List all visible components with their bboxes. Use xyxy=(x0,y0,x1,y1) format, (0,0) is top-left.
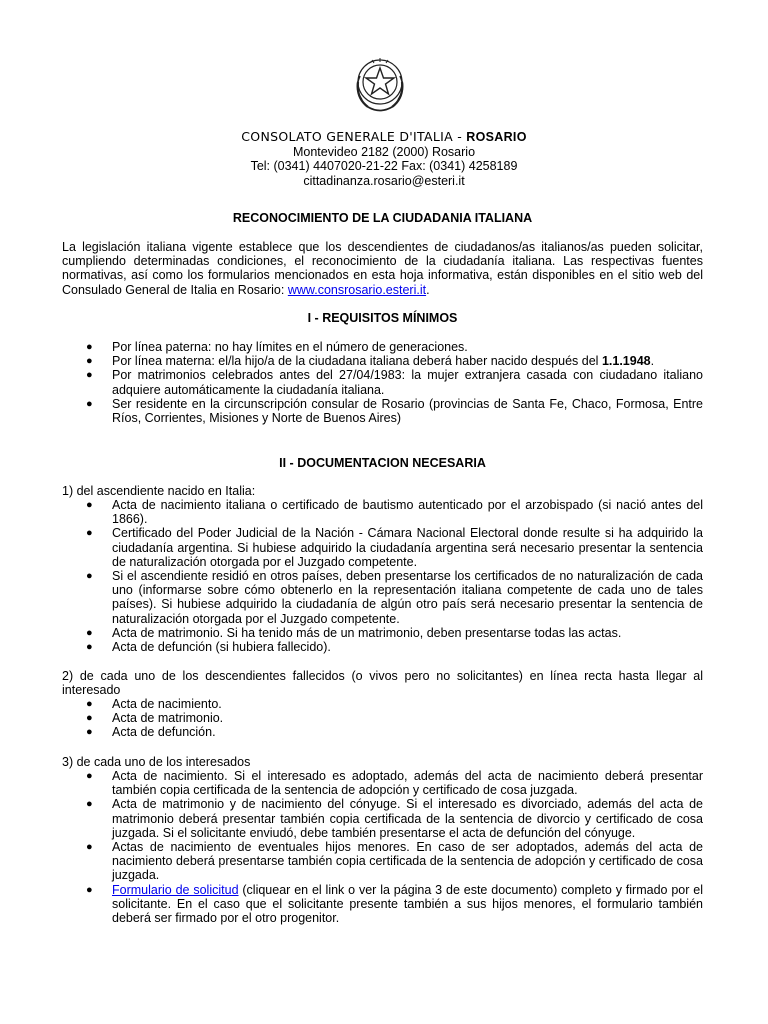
bullet-icon: ● xyxy=(86,341,93,353)
list-item: ● Certificado del Poder Judicial de la Nación - Cámara Nacional Electoral donde resulte si ha adquirido la ciudadanía argentina. Si hubiese adquirido la ciudadanía argentina será necesario presentar la sentencia de naturalización otorgada por el Juzgado competente. xyxy=(86,526,703,569)
intro-text: La legislación italiana vigente establece que los descendientes de ciudadanos/as italianos/as pueden solicitar, cumpliendo determinadas condiciones, el reconocimiento de la ciudadanía italiana. Las respectivas fuentes normativas, así como los formularios mencionados en esta hoja informativa, están disponibles en el sitio web del Consulado General de Italia en Rosario: xyxy=(62,240,703,297)
part-3-label: 3) de cada uno de los interesados xyxy=(62,755,251,769)
list-item: ● Actas de nacimiento de eventuales hijos menores. En caso de ser adoptados, además del acta de nacimiento deberá presentarse también copia certificada de la sentencia de adopción y certificado de cosa juzgada. xyxy=(86,840,703,883)
list-item: ● Acta de nacimiento italiana o certificado de bautismo autenticado por el arzobispado (si nació antes del 1866). xyxy=(86,498,703,527)
part-3-list xyxy=(62,769,703,925)
form-link[interactable]: Formulario de solicitud xyxy=(112,882,239,897)
consulate-prefix: CONSOLATO GENERALE D'ITALIA - xyxy=(241,129,467,144)
italian-republic-emblem-icon xyxy=(348,52,412,116)
list-item: ● Por línea paterna: no hay límites en el número de generaciones. xyxy=(86,340,468,354)
list-item: ● Por línea materna: el/la hijo/a de la ciudadana italiana deberá haber nacido después del 1.1.1948. xyxy=(86,354,655,369)
part-1-list xyxy=(62,498,703,654)
bullet-icon: ● xyxy=(86,841,93,854)
section-1-heading: I - REQUISITOS MÍNIMOS xyxy=(307,311,458,325)
letterhead xyxy=(0,130,768,188)
bullet-icon: ● xyxy=(86,726,93,739)
list-item: ● Acta de nacimiento. Si el interesado es adoptado, además del acta de nacimiento deberá presentar también copia certificada de la sentencia de adopción y certificado de cosa juzgada. xyxy=(86,769,703,798)
list-item: ● Acta de matrimonio. xyxy=(86,711,224,726)
bullet-icon: ● xyxy=(86,626,93,639)
list-item: ● Acta de matrimonio. Si ha tenido más de un matrimonio, deben presentarse todas las actas. xyxy=(86,625,622,640)
bullet-icon: ● xyxy=(86,570,93,583)
bullet-icon: ● xyxy=(86,397,93,410)
intro-end: . xyxy=(426,282,430,297)
bullet-icon: ● xyxy=(86,712,93,725)
list-item: ● Por matrimonios celebrados antes del 27/04/1983: la mujer extranjera casada con ciudadano italiano adquiere automáticamente la ciudadanía italiana. xyxy=(86,368,703,397)
bullet-icon: ● xyxy=(86,499,93,511)
list-item: ● Acta de defunción (si hubiera fallecido). xyxy=(86,640,331,655)
bullet-icon: ● xyxy=(86,369,93,382)
bullet-icon: ● xyxy=(86,883,93,896)
bullet-icon: ● xyxy=(86,798,93,811)
list-item: ● Acta de defunción. xyxy=(86,725,216,740)
bullet-icon: ● xyxy=(86,641,93,654)
section-2-heading: II - DOCUMENTACION NECESARIA xyxy=(279,456,486,470)
part-1-label: 1) del ascendiente nacido en Italia: xyxy=(62,484,256,498)
part-2-label: 2) de cada uno de los descendientes fallecidos (o vivos pero no solicitantes) en línea recta hasta llegar al interesado xyxy=(62,669,703,698)
list-item: ● Acta de matrimonio y de nacimiento del cónyuge. Si el interesado es divorciado, además del acta de matrimonio deberá presentar también copia certificada de la sentencia de divorcio y certificado de cosa juzgada. Si el solicitante enviudó, debe también presentarse el acta de defunción del cónyuge. xyxy=(86,797,703,840)
date-bold: 1.1.1948 xyxy=(601,354,651,369)
website-link[interactable]: www.consrosario.esteri.it xyxy=(287,282,427,297)
list-item: ● Ser residente en la circunscripción consular de Rosario (provincias de Santa Fe, Chaco, Formosa, Entre Ríos, Corrientes, Misiones y Norte de Buenos Aires) xyxy=(86,396,703,426)
consulate-city: ROSARIO xyxy=(466,130,527,144)
list-item: ● Acta de nacimiento. xyxy=(86,697,222,711)
bullet-icon: ● xyxy=(86,527,93,540)
consulate-email: cittadinanza.rosario@esteri.it xyxy=(303,173,465,188)
requirements-list xyxy=(62,340,703,425)
consulate-phone: Tel: (0341) 4407020-21-22 Fax: (0341) 4258189 xyxy=(250,159,518,173)
bullet-icon: ● xyxy=(86,770,93,782)
intro-paragraph xyxy=(62,240,703,297)
bullet-icon: ● xyxy=(86,698,93,710)
list-item: ● Formulario de solicitud (cliquear en el link o ver la página 3 de este documento) completo y firmado por el solicitante. En el caso que el solicitante presente también a sus hijos menores, el formulario también deberá ser firmado por el otro progenitor. xyxy=(86,882,704,926)
part-2-list xyxy=(62,697,703,740)
consulate-name xyxy=(0,130,768,145)
consulate-address: Montevideo 2182 (2000) Rosario xyxy=(292,144,476,159)
list-item: ● Si el ascendiente residió en otros países, deben presentarse los certificados de no naturalización de cada uno (informarse sobre cómo obtenerlo en la representación italiana competente de cada uno de tales países). Si hubiese adquirido la ciudadanía de algún otro país será necesario presentar la sentencia de naturalización otorgada por el Juzgado competente. xyxy=(86,569,703,626)
document-title: RECONOCIMIENTO DE LA CIUDADANIA ITALIANA xyxy=(232,211,533,225)
bullet-icon: ● xyxy=(86,355,93,368)
